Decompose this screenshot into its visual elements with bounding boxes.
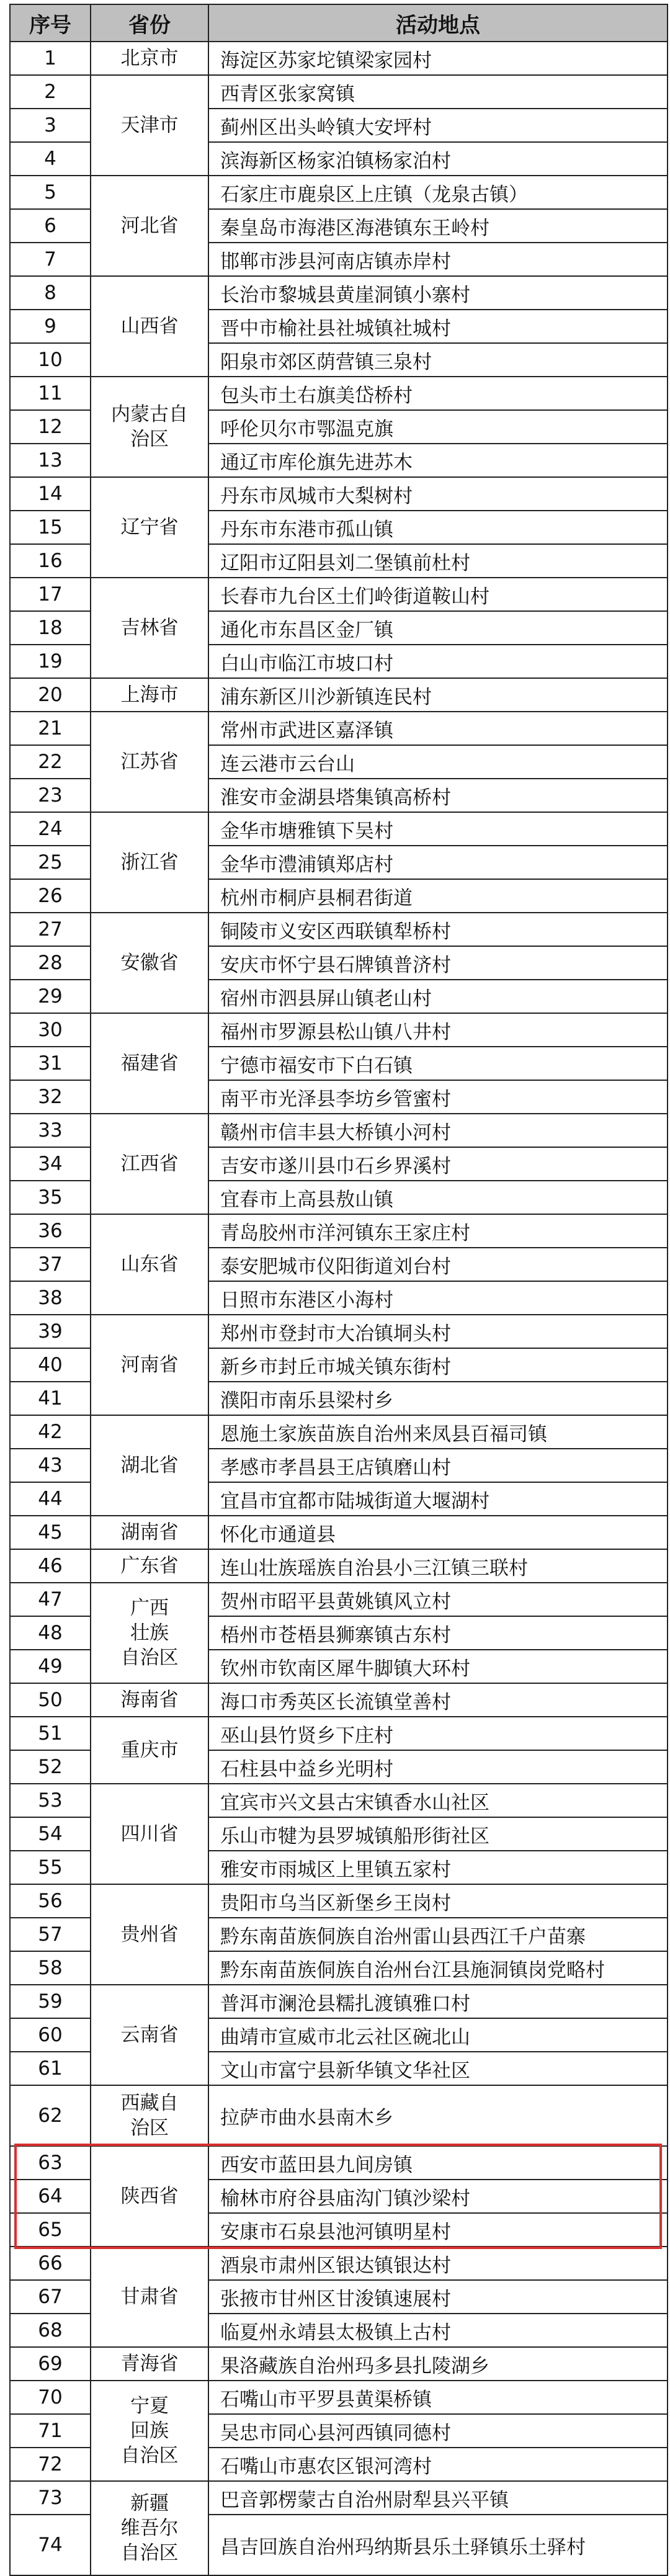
table-row (10, 377, 668, 410)
location-cell: 连山壮族瑶族自治县小三江镇三联村 (208, 1549, 668, 1583)
location-cell: 南平市光泽县李坊乡管蜜村 (208, 1080, 668, 1114)
province-cell: 北京市 (91, 42, 208, 75)
table-row (10, 2347, 668, 2381)
row-index: 65 (10, 2213, 91, 2247)
row-index: 20 (10, 678, 91, 712)
province-cell: 河北省 (91, 176, 208, 276)
location-cell: 金华市澧浦镇郑店村 (208, 846, 668, 879)
table-row (10, 1214, 668, 1248)
header-index: 序号 (10, 4, 91, 42)
table-row (10, 2381, 668, 2414)
table-row (10, 913, 668, 946)
row-index: 21 (10, 712, 91, 745)
table-row (10, 2085, 668, 2146)
location-cell: 秦皇岛市海港区海港镇东王岭村 (208, 209, 668, 243)
location-cell: 宜宾市兴文县古宋镇香水山社区 (208, 1784, 668, 1817)
row-index: 1 (10, 42, 91, 75)
row-index: 47 (10, 1583, 91, 1616)
row-index: 57 (10, 1918, 91, 1951)
location-cell: 阳泉市郊区荫营镇三泉村 (208, 343, 668, 377)
header-row (10, 4, 668, 42)
province-cell: 西藏自 治区 (91, 2085, 208, 2146)
row-index: 29 (10, 980, 91, 1013)
location-cell: 泰安肥城市仪阳街道刘台村 (208, 1248, 668, 1281)
province-cell: 广西 壮族 自治区 (91, 1583, 208, 1683)
location-cell: 安康市石泉县池河镇明星村 (208, 2213, 668, 2247)
table-wrapper (9, 4, 667, 2576)
province-cell: 新疆 维吾尔 自治区 (91, 2481, 208, 2575)
row-index: 25 (10, 846, 91, 879)
row-index: 50 (10, 1683, 91, 1717)
row-index: 48 (10, 1616, 91, 1650)
row-index: 45 (10, 1516, 91, 1549)
row-index: 19 (10, 645, 91, 678)
province-cell: 天津市 (91, 75, 208, 176)
row-index: 59 (10, 1985, 91, 2018)
row-index: 42 (10, 1415, 91, 1449)
location-cell: 普洱市澜沧县糯扎渡镇雅口村 (208, 1985, 668, 2018)
table-row (10, 1717, 668, 1750)
location-cell: 文山市富宁县新华镇文华社区 (208, 2052, 668, 2085)
row-index: 15 (10, 511, 91, 544)
row-index: 28 (10, 946, 91, 980)
table-row (10, 1884, 668, 1918)
row-index: 71 (10, 2414, 91, 2448)
province-cell: 重庆市 (91, 1717, 208, 1784)
row-index: 32 (10, 1080, 91, 1114)
location-cell: 吴忠市同心县河西镇同德村 (208, 2414, 668, 2448)
row-index: 7 (10, 243, 91, 276)
location-cell: 杭州市桐庐县桐君街道 (208, 879, 668, 913)
table-row (10, 1549, 668, 1583)
location-cell: 贵阳市乌当区新堡乡王岗村 (208, 1884, 668, 1918)
location-cell: 青岛胶州市洋河镇东王家庄村 (208, 1214, 668, 1248)
row-index: 5 (10, 176, 91, 209)
table-row (10, 75, 668, 109)
location-cell: 铜陵市义安区西联镇犁桥村 (208, 913, 668, 946)
row-index: 12 (10, 410, 91, 444)
location-cell: 吉安市遂川县巾石乡界溪村 (208, 1147, 668, 1181)
location-cell: 丹东市凤城市大梨树村 (208, 477, 668, 511)
row-index: 33 (10, 1114, 91, 1147)
location-cell: 长治市黎城县黄崖洞镇小寨村 (208, 276, 668, 310)
row-index: 68 (10, 2314, 91, 2347)
location-cell: 贺州市昭平县黄姚镇风立村 (208, 1583, 668, 1616)
row-index: 24 (10, 812, 91, 846)
location-cell: 酒泉市肃州区银达镇银达村 (208, 2247, 668, 2280)
row-index: 10 (10, 343, 91, 377)
location-cell: 拉萨市曲水县南木乡 (208, 2085, 668, 2146)
province-cell: 山西省 (91, 276, 208, 377)
header-location: 活动地点 (208, 4, 668, 42)
table-row (10, 1583, 668, 1616)
province-cell: 湖北省 (91, 1415, 208, 1516)
location-cell: 新乡市封丘市城关镇东街村 (208, 1348, 668, 1382)
location-cell: 西青区张家窝镇 (208, 75, 668, 109)
location-cell: 赣州市信丰县大桥镇小河村 (208, 1114, 668, 1147)
location-cell: 石嘴山市平罗县黄渠桥镇 (208, 2381, 668, 2414)
location-cell: 西安市蓝田县九间房镇 (208, 2146, 668, 2180)
province-cell: 四川省 (91, 1784, 208, 1884)
table-row (10, 1683, 668, 1717)
table-row (10, 1415, 668, 1449)
row-index: 36 (10, 1214, 91, 1248)
location-cell: 长春市九台区土们岭街道鞍山村 (208, 578, 668, 611)
location-cell: 曲靖市宣威市北云社区碗北山 (208, 2018, 668, 2052)
table-row (10, 1315, 668, 1348)
province-cell: 辽宁省 (91, 477, 208, 578)
location-cell: 梧州市苍梧县狮寨镇古东村 (208, 1616, 668, 1650)
province-cell: 贵州省 (91, 1884, 208, 1985)
table-row (10, 2247, 668, 2280)
row-index: 26 (10, 879, 91, 913)
location-cell: 郑州市登封市大冶镇垌头村 (208, 1315, 668, 1348)
row-index: 60 (10, 2018, 91, 2052)
location-cell: 雅安市雨城区上里镇五家村 (208, 1851, 668, 1884)
row-index: 54 (10, 1817, 91, 1851)
row-index: 11 (10, 377, 91, 410)
table-row (10, 1784, 668, 1817)
row-index: 9 (10, 310, 91, 343)
row-index: 40 (10, 1348, 91, 1382)
row-index: 66 (10, 2247, 91, 2280)
table-row (10, 678, 668, 712)
location-cell: 海淀区苏家坨镇梁家园村 (208, 42, 668, 75)
province-cell: 福建省 (91, 1013, 208, 1114)
location-cell: 巫山县竹贤乡下庄村 (208, 1717, 668, 1750)
row-index: 49 (10, 1650, 91, 1683)
row-index: 41 (10, 1382, 91, 1415)
location-cell: 石柱县中益乡光明村 (208, 1750, 668, 1784)
activity-location-table (9, 4, 668, 2576)
location-cell: 日照市东港区小海村 (208, 1281, 668, 1315)
province-cell: 内蒙古自 治区 (91, 377, 208, 477)
location-cell: 怀化市通道县 (208, 1516, 668, 1549)
row-index: 72 (10, 2448, 91, 2481)
location-cell: 海口市秀英区长流镇堂善村 (208, 1683, 668, 1717)
table-row (10, 578, 668, 611)
location-cell: 浦东新区川沙新镇连民村 (208, 678, 668, 712)
row-index: 51 (10, 1717, 91, 1750)
location-cell: 宁德市福安市下白石镇 (208, 1047, 668, 1080)
table-row (10, 1114, 668, 1147)
province-cell: 江西省 (91, 1114, 208, 1214)
row-index: 56 (10, 1884, 91, 1918)
table-row (10, 276, 668, 310)
row-index: 70 (10, 2381, 91, 2414)
row-index: 73 (10, 2481, 91, 2515)
table-row (10, 2481, 668, 2515)
location-cell: 恩施土家族苗族自治州来凤县百福司镇 (208, 1415, 668, 1449)
location-cell: 蓟州区出头岭镇大安坪村 (208, 109, 668, 142)
row-index: 63 (10, 2146, 91, 2180)
row-index: 74 (10, 2515, 91, 2575)
row-index: 53 (10, 1784, 91, 1817)
row-index: 67 (10, 2280, 91, 2314)
location-cell: 昌吉回族自治州玛纳斯县乐土驿镇乐土驿村 (208, 2515, 668, 2575)
row-index: 62 (10, 2085, 91, 2146)
row-index: 18 (10, 611, 91, 645)
row-index: 35 (10, 1181, 91, 1214)
row-index: 17 (10, 578, 91, 611)
row-index: 69 (10, 2347, 91, 2381)
row-index: 31 (10, 1047, 91, 1080)
row-index: 23 (10, 779, 91, 812)
location-cell: 安庆市怀宁县石牌镇普济村 (208, 946, 668, 980)
province-cell: 上海市 (91, 678, 208, 712)
row-index: 8 (10, 276, 91, 310)
province-cell: 青海省 (91, 2347, 208, 2381)
location-cell: 通辽市库伦旗先进苏木 (208, 444, 668, 477)
location-cell: 金华市塘雅镇下吴村 (208, 812, 668, 846)
location-cell: 巴音郭楞蒙古自治州尉犁县兴平镇 (208, 2481, 668, 2515)
location-cell: 乐山市犍为县罗城镇船形街社区 (208, 1817, 668, 1851)
province-cell: 浙江省 (91, 812, 208, 913)
location-cell: 连云港市云台山 (208, 745, 668, 779)
province-cell: 江苏省 (91, 712, 208, 812)
location-cell: 宿州市泗县屏山镇老山村 (208, 980, 668, 1013)
row-index: 55 (10, 1851, 91, 1884)
location-cell: 榆林市府谷县庙沟门镇沙梁村 (208, 2180, 668, 2213)
location-cell: 丹东市东港市孤山镇 (208, 511, 668, 544)
table-row (10, 1013, 668, 1047)
row-index: 44 (10, 1482, 91, 1516)
row-index: 43 (10, 1449, 91, 1482)
location-cell: 孝感市孝昌县王店镇磨山村 (208, 1449, 668, 1482)
province-cell: 山东省 (91, 1214, 208, 1315)
location-cell: 石家庄市鹿泉区上庄镇（龙泉古镇） (208, 176, 668, 209)
location-cell: 通化市东昌区金厂镇 (208, 611, 668, 645)
row-index: 61 (10, 2052, 91, 2085)
row-index: 4 (10, 142, 91, 176)
province-cell: 湖南省 (91, 1516, 208, 1549)
row-index: 64 (10, 2180, 91, 2213)
table-row (10, 1516, 668, 1549)
province-cell: 云南省 (91, 1985, 208, 2085)
table-row (10, 1985, 668, 2018)
row-index: 58 (10, 1951, 91, 1985)
table-row (10, 2146, 668, 2180)
location-cell: 宜春市上高县敖山镇 (208, 1181, 668, 1214)
location-cell: 晋中市榆社县社城镇社城村 (208, 310, 668, 343)
row-index: 30 (10, 1013, 91, 1047)
row-index: 22 (10, 745, 91, 779)
location-cell: 淮安市金湖县塔集镇高桥村 (208, 779, 668, 812)
location-cell: 辽阳市辽阳县刘二堡镇前杜村 (208, 544, 668, 578)
location-cell: 呼伦贝尔市鄂温克旗 (208, 410, 668, 444)
province-cell: 河南省 (91, 1315, 208, 1415)
row-index: 52 (10, 1750, 91, 1784)
location-cell: 福州市罗源县松山镇八井村 (208, 1013, 668, 1047)
row-index: 39 (10, 1315, 91, 1348)
table-row (10, 477, 668, 511)
row-index: 37 (10, 1248, 91, 1281)
location-cell: 邯郸市涉县河南店镇赤岸村 (208, 243, 668, 276)
location-cell: 白山市临江市坡口村 (208, 645, 668, 678)
location-cell: 张掖市甘州区甘浚镇速展村 (208, 2280, 668, 2314)
row-index: 13 (10, 444, 91, 477)
row-index: 2 (10, 75, 91, 109)
location-cell: 临夏州永靖县太极镇上古村 (208, 2314, 668, 2347)
province-cell: 广东省 (91, 1549, 208, 1583)
location-cell: 濮阳市南乐县梁村乡 (208, 1382, 668, 1415)
row-index: 6 (10, 209, 91, 243)
row-index: 3 (10, 109, 91, 142)
location-cell: 石嘴山市惠农区银河湾村 (208, 2448, 668, 2481)
header-province: 省份 (91, 4, 208, 42)
province-cell: 安徽省 (91, 913, 208, 1013)
table-row (10, 42, 668, 75)
location-cell: 钦州市钦南区犀牛脚镇大环村 (208, 1650, 668, 1683)
location-cell: 果洛藏族自治州玛多县扎陵湖乡 (208, 2347, 668, 2381)
table-body (10, 42, 668, 2575)
province-cell: 宁夏 回族 自治区 (91, 2381, 208, 2481)
row-index: 14 (10, 477, 91, 511)
table-row (10, 176, 668, 209)
province-cell: 吉林省 (91, 578, 208, 678)
location-cell: 常州市武进区嘉泽镇 (208, 712, 668, 745)
location-cell: 包头市土右旗美岱桥村 (208, 377, 668, 410)
province-cell: 海南省 (91, 1683, 208, 1717)
table-row (10, 712, 668, 745)
province-cell: 甘肃省 (91, 2247, 208, 2347)
province-cell: 陕西省 (91, 2146, 208, 2247)
table-row (10, 812, 668, 846)
location-cell: 黔东南苗族侗族自治州台江县施洞镇岗党略村 (208, 1951, 668, 1985)
row-index: 27 (10, 913, 91, 946)
row-index: 38 (10, 1281, 91, 1315)
location-cell: 黔东南苗族侗族自治州雷山县西江千户苗寨 (208, 1918, 668, 1951)
location-cell: 滨海新区杨家泊镇杨家泊村 (208, 142, 668, 176)
row-index: 16 (10, 544, 91, 578)
row-index: 34 (10, 1147, 91, 1181)
location-cell: 宜昌市宜都市陆城街道大堰湖村 (208, 1482, 668, 1516)
row-index: 46 (10, 1549, 91, 1583)
